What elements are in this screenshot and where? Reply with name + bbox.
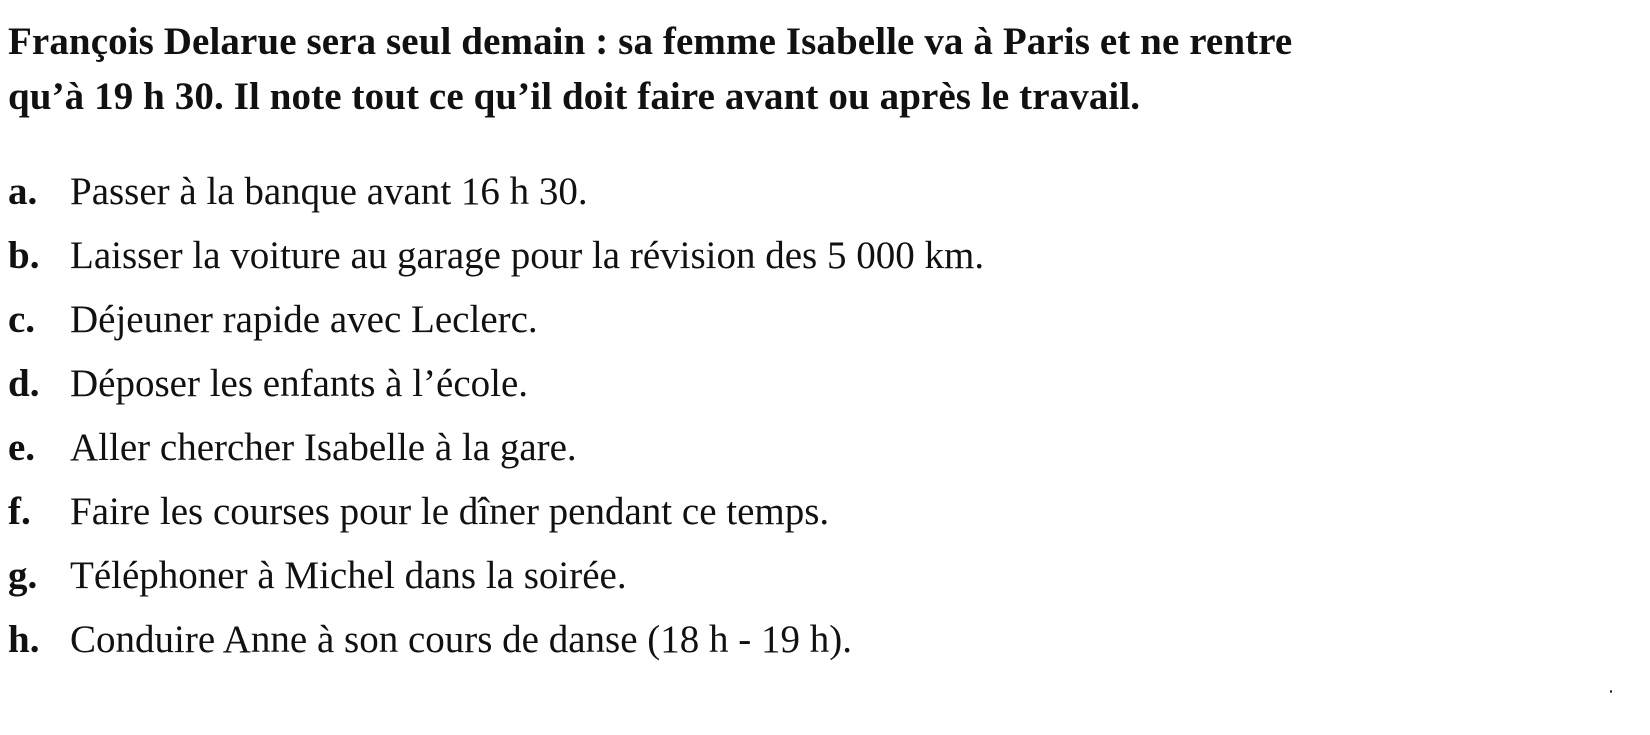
list-item [8, 162, 1608, 226]
item-letter: f. [8, 490, 31, 533]
list-item [8, 482, 1608, 546]
item-text: Passer à la banque avant 16 h 30. [70, 170, 588, 213]
list-item [8, 226, 1608, 290]
scan-speck [1610, 690, 1612, 693]
item-letter: e. [8, 426, 36, 469]
task-list [8, 162, 1608, 674]
item-text: Conduire Anne à son cours de danse (18 h - 19 h). [70, 618, 852, 661]
list-item [8, 418, 1608, 482]
item-text: Déjeuner rapide avec Leclerc. [70, 298, 538, 341]
exercise-instructions [8, 14, 1643, 124]
item-letter: b. [8, 234, 40, 277]
item-letter: c. [8, 298, 36, 341]
item-letter: h. [8, 618, 40, 661]
item-text: Faire les courses pour le dîner pendant ce temps. [70, 490, 830, 533]
item-text: Laisser la voiture au garage pour la révision des 5 000 km. [70, 234, 985, 277]
item-letter: g. [8, 554, 38, 597]
item-text: Aller chercher Isabelle à la gare. [70, 426, 577, 469]
instructions-line-1: François Delarue sera seul demain : sa femme Isabelle va à Paris et ne rentre [8, 20, 1293, 63]
item-letter: d. [8, 362, 40, 405]
item-letter: a. [8, 170, 38, 213]
list-item [8, 290, 1608, 354]
instructions-line-2: qu’à 19 h 30. Il note tout ce qu’il doit faire avant ou après le travail. [8, 75, 1141, 118]
list-item [8, 354, 1608, 418]
list-item [8, 546, 1608, 610]
item-text: Déposer les enfants à l’école. [70, 362, 529, 405]
list-item [8, 610, 1608, 674]
item-text: Téléphoner à Michel dans la soirée. [70, 554, 627, 597]
